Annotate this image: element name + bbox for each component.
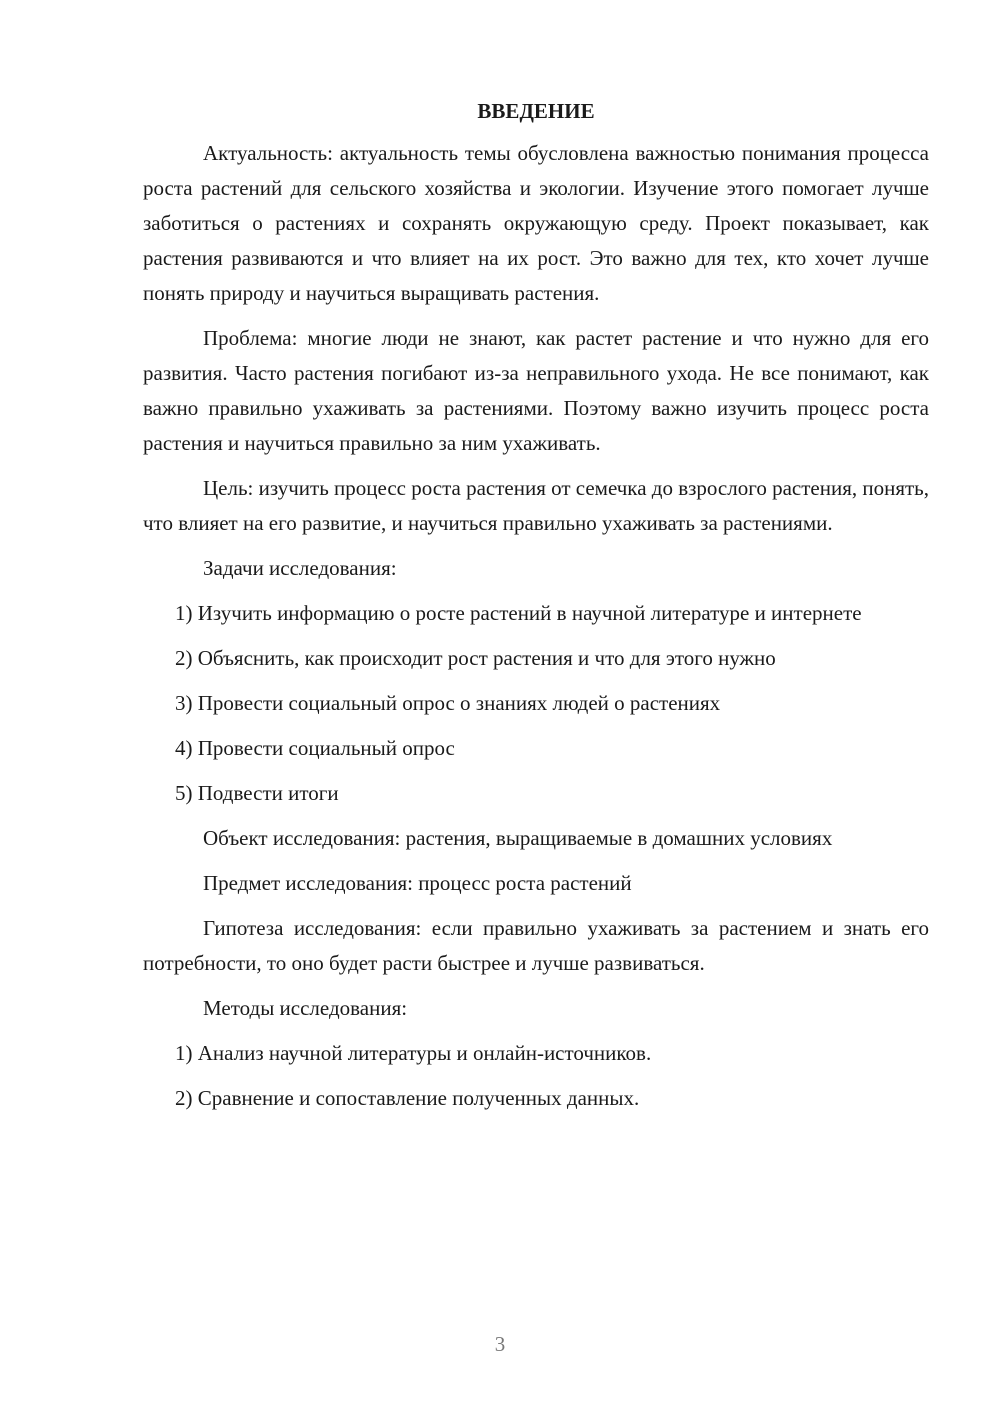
document-page	[143, 96, 929, 1126]
tasks-heading: Задачи исследования:	[203, 556, 397, 580]
paragraph-relevance: Актуальность: актуальность темы обусловлена важностью понимания процесса роста растений для сельского хозяйства и экологии. Изучение этого помогает лучше заботиться о растениях и сохранять окружающую среду. Проект показывает, как растения развиваются и что влияет на их рост. Это важно для тех, кто хочет лучше понять природу и научиться выращивать растения.	[143, 141, 929, 305]
method-item-2: 2) Сравнение и сопоставление полученных данных.	[175, 1086, 640, 1110]
task-item-4: 4) Провести социальный опрос	[175, 736, 455, 760]
methods-heading: Методы исследования:	[203, 996, 408, 1020]
paragraph-problem: Проблема: многие люди не знают, как растет растение и что нужно для его развития. Часто растения погибают из-за неправильного ухода. Не все понимают, как важно правильно ухаживать за растениями. Поэтому важно изучить процесс роста растения и научиться правильно за ним ухаживать.	[143, 326, 929, 455]
paragraph-subject: Предмет исследования: процесс роста растений	[203, 871, 632, 895]
task-item-3: 3) Провести социальный опрос о знаниях людей о растениях	[175, 691, 721, 715]
task-item-5: 5) Подвести итоги	[175, 781, 339, 805]
document-title: ВВЕДЕНИЕ	[477, 99, 595, 123]
page-number: 3	[494, 1332, 506, 1356]
paragraph-object: Объект исследования: растения, выращиваемые в домашних условиях	[203, 826, 833, 850]
task-item-2: 2) Объяснить, как происходит рост растения и что для этого нужно	[175, 646, 776, 670]
task-item-1: 1) Изучить информацию о росте растений в научной литературе и интернете	[175, 601, 862, 625]
paragraph-goal: Цель: изучить процесс роста растения от семечка до взрослого растения, понять, что влияет на его развитие, и научиться правильно ухаживать за растениями.	[143, 476, 929, 535]
method-item-1: 1) Анализ научной литературы и онлайн-источников.	[175, 1041, 652, 1065]
paragraph-hypothesis: Гипотеза исследования: если правильно ухаживать за растением и знать его потребности, то оно будет расти быстрее и лучше развиваться.	[143, 916, 929, 975]
